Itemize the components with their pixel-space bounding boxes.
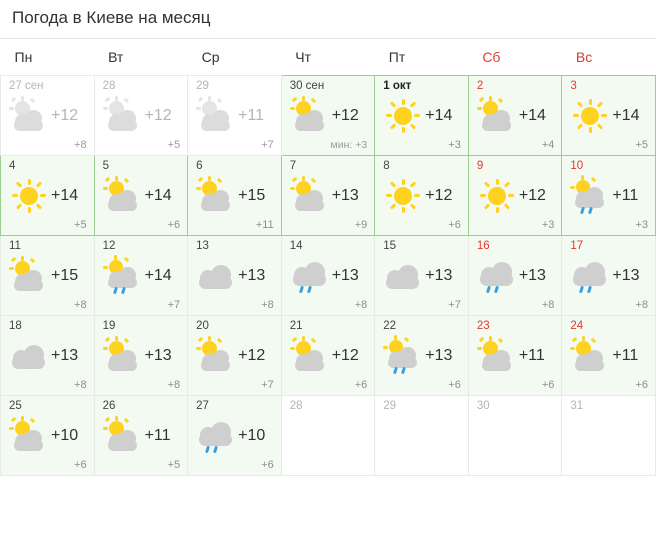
day-high-temp: +14: [518, 107, 546, 124]
calendar-day-cell[interactable]: [188, 76, 282, 156]
weekday-header-mon: Пн: [14, 49, 33, 65]
cloudy-icon: [196, 258, 236, 294]
day-high-temp: +10: [238, 427, 266, 444]
day-high-temp: +11: [612, 187, 639, 204]
day-number: 30: [476, 400, 490, 412]
day-low-temp: +8: [167, 379, 181, 391]
partly-cloudy-rain-icon: [383, 338, 423, 374]
calendar-day-cell[interactable]: [1, 316, 95, 396]
day-forecast: [196, 175, 275, 217]
calendar-day-cell[interactable]: [375, 236, 469, 316]
day-high-temp: +15: [238, 187, 266, 204]
partly-cloudy-icon: [196, 178, 236, 214]
calendar-day-cell[interactable]: [562, 76, 656, 156]
day-low-temp: +8: [354, 299, 368, 311]
day-high-temp: +13: [425, 267, 453, 284]
day-low-temp: +5: [635, 139, 648, 151]
rain-icon: [290, 258, 330, 294]
day-low-temp: +3: [541, 219, 555, 231]
day-low-temp: +8: [541, 299, 555, 311]
day-number: 16: [476, 240, 490, 252]
month-calendar: [0, 39, 656, 476]
day-low-temp: +6: [167, 219, 181, 231]
day-number: 27 сен: [9, 80, 44, 92]
day-high-temp: +11: [612, 347, 639, 364]
day-high-temp: +13: [331, 187, 359, 204]
day-number: 26: [102, 400, 116, 412]
day-forecast: [9, 95, 88, 137]
day-low-temp: +6: [74, 459, 87, 471]
day-forecast: [477, 175, 556, 217]
partly-cloudy-icon: [196, 338, 236, 374]
calendar-day-cell[interactable]: [562, 316, 656, 396]
day-low-temp: +5: [167, 459, 181, 471]
day-low-temp: +7: [167, 299, 181, 311]
calendar-day-cell[interactable]: [188, 396, 282, 476]
day-low-temp: +7: [261, 379, 274, 391]
day-high-temp: +13: [331, 267, 359, 284]
day-forecast: [383, 255, 462, 297]
day-high-temp: +14: [51, 187, 79, 204]
day-forecast: [383, 175, 462, 217]
partly-cloudy-icon: [477, 98, 517, 134]
calendar-day-cell[interactable]: [562, 156, 656, 236]
calendar-day-cell[interactable]: [375, 76, 469, 156]
day-forecast: [103, 175, 182, 217]
day-forecast: [290, 175, 369, 217]
day-number: 2: [476, 80, 484, 92]
day-high-temp: +12: [331, 107, 359, 124]
cloudy-icon: [9, 338, 49, 374]
partly-cloudy-icon: [103, 98, 143, 134]
calendar-day-cell[interactable]: [94, 396, 188, 476]
calendar-day-cell[interactable]: [94, 316, 188, 396]
calendar-day-cell[interactable]: [468, 236, 562, 316]
partly-cloudy-icon: [9, 418, 49, 454]
day-number: 23: [476, 320, 490, 332]
calendar-day-cell[interactable]: [375, 396, 469, 476]
day-high-temp: +11: [144, 427, 171, 444]
weekday-header-sun: Вс: [575, 49, 593, 65]
day-forecast: [570, 335, 649, 377]
day-low-temp: +8: [635, 299, 648, 311]
partly-cloudy-icon: [103, 338, 143, 374]
day-forecast: [103, 95, 182, 137]
day-low-temp: +9: [354, 219, 368, 231]
day-low-temp: +8: [261, 299, 274, 311]
day-high-temp: +14: [425, 107, 453, 124]
calendar-week-row: [1, 396, 656, 476]
calendar-day-cell[interactable]: [281, 156, 375, 236]
calendar-day-cell[interactable]: [1, 156, 95, 236]
partly-cloudy-icon: [290, 338, 330, 374]
day-forecast: [9, 175, 88, 217]
day-number: 15: [383, 240, 397, 252]
weekday-header-tue: Вт: [108, 49, 124, 65]
day-number: 19: [102, 320, 116, 332]
day-number: 18: [9, 320, 22, 332]
day-high-temp: +12: [51, 107, 79, 124]
day-forecast: [477, 95, 556, 137]
sunny-icon: [9, 178, 49, 214]
day-low-temp: +4: [541, 139, 555, 151]
rain-icon: [477, 258, 517, 294]
calendar-day-cell[interactable]: [562, 236, 656, 316]
calendar-week-row: [1, 316, 656, 396]
day-forecast: [383, 335, 462, 377]
day-number: 21: [289, 320, 303, 332]
rain-icon: [196, 418, 236, 454]
day-high-temp: +12: [331, 347, 359, 364]
day-low-temp: +8: [74, 139, 87, 151]
day-high-temp: +10: [51, 427, 79, 444]
day-number: 7: [289, 160, 297, 172]
day-number: 20: [196, 320, 209, 332]
day-forecast: [9, 415, 88, 457]
partly-cloudy-icon: [103, 418, 143, 454]
calendar-day-cell[interactable]: [94, 236, 188, 316]
partly-cloudy-icon: [9, 98, 49, 134]
calendar-week-row: [1, 236, 656, 316]
day-low-temp: мин: +3: [330, 139, 368, 151]
partly-cloudy-icon: [477, 338, 517, 374]
day-number: 22: [383, 320, 397, 332]
day-high-temp: +13: [51, 347, 79, 364]
day-forecast: [9, 335, 88, 377]
calendar-day-cell[interactable]: [281, 76, 375, 156]
day-low-temp: +6: [448, 379, 461, 391]
page-title: Погода в Киеве на месяц: [12, 8, 211, 27]
rain-icon: [570, 258, 610, 294]
weekday-header-row: [1, 39, 656, 76]
day-number: 29: [196, 80, 209, 92]
day-forecast: [477, 335, 556, 377]
day-forecast: [196, 335, 275, 377]
sunny-icon: [477, 178, 517, 214]
day-forecast: [9, 255, 88, 297]
calendar-day-cell[interactable]: [1, 76, 95, 156]
day-number: 28: [102, 80, 116, 92]
calendar-body: [1, 76, 656, 476]
calendar-day-cell[interactable]: [188, 156, 282, 236]
day-number: 5: [102, 160, 109, 172]
partly-cloudy-rain-icon: [103, 258, 143, 294]
calendar-day-cell[interactable]: [94, 156, 188, 236]
day-number: 28: [289, 400, 303, 412]
day-high-temp: +13: [518, 267, 546, 284]
day-number: 17: [570, 240, 584, 252]
calendar-day-cell[interactable]: [1, 396, 95, 476]
calendar-day-cell[interactable]: [281, 236, 375, 316]
day-low-temp: +8: [74, 299, 87, 311]
day-low-temp: +3: [448, 139, 461, 151]
calendar-day-cell[interactable]: [468, 316, 562, 396]
sunny-icon: [383, 178, 423, 214]
day-high-temp: +12: [425, 187, 453, 204]
day-high-temp: +11: [518, 347, 545, 364]
calendar-week-row: [1, 76, 656, 156]
weekday-header-fri: Пт: [388, 49, 406, 65]
day-number: 3: [570, 80, 577, 92]
partly-cloudy-icon: [290, 178, 330, 214]
day-forecast: [570, 255, 649, 297]
day-forecast: [196, 415, 275, 457]
calendar-day-cell[interactable]: [281, 316, 375, 396]
day-number: 24: [570, 320, 584, 332]
calendar-week-row: [1, 156, 656, 236]
day-number: 8: [383, 160, 390, 172]
calendar-day-cell[interactable]: [188, 316, 282, 396]
day-forecast: [290, 95, 369, 137]
day-forecast: [570, 95, 649, 137]
partly-cloudy-icon: [103, 178, 143, 214]
calendar-day-cell[interactable]: [468, 156, 562, 236]
day-number: 10: [570, 160, 584, 172]
day-forecast: [196, 95, 275, 137]
calendar-day-cell[interactable]: [375, 156, 469, 236]
day-forecast: [290, 255, 369, 297]
partly-cloudy-icon: [570, 338, 610, 374]
cloudy-icon: [383, 258, 423, 294]
day-low-temp: +7: [448, 299, 461, 311]
day-high-temp: +14: [144, 267, 172, 284]
calendar-day-cell[interactable]: [281, 396, 375, 476]
day-high-temp: +13: [612, 267, 640, 284]
day-low-temp: +6: [635, 379, 648, 391]
calendar-day-cell[interactable]: [188, 236, 282, 316]
day-high-temp: +14: [144, 187, 172, 204]
day-high-temp: +12: [238, 347, 266, 364]
day-high-temp: +13: [238, 267, 266, 284]
weekday-header-sat: Сб: [482, 49, 501, 65]
day-number: 9: [476, 160, 484, 172]
day-low-temp: +5: [167, 139, 181, 151]
calendar-day-cell[interactable]: [562, 396, 656, 476]
day-forecast: [570, 175, 649, 217]
day-number: 13: [196, 240, 209, 252]
day-forecast: [196, 255, 275, 297]
partly-cloudy-rain-icon: [570, 178, 610, 214]
day-high-temp: +12: [144, 107, 172, 124]
day-high-temp: +13: [425, 347, 453, 364]
day-number: 27: [196, 400, 209, 412]
partly-cloudy-icon: [290, 98, 330, 134]
day-forecast: [103, 335, 182, 377]
partly-cloudy-icon: [9, 258, 49, 294]
partly-cloudy-icon: [196, 98, 236, 134]
sunny-icon: [383, 98, 423, 134]
calendar-day-cell[interactable]: [468, 76, 562, 156]
day-high-temp: +14: [612, 107, 640, 124]
day-number: 31: [570, 400, 584, 412]
day-number: 11: [9, 240, 21, 252]
day-forecast: [290, 335, 369, 377]
day-number: 6: [196, 160, 203, 172]
weekday-header-wed: Ср: [201, 49, 220, 65]
day-low-temp: +7: [261, 139, 274, 151]
day-low-temp: +5: [74, 219, 87, 231]
day-low-temp: +6: [448, 219, 461, 231]
day-high-temp: +11: [238, 107, 265, 124]
day-number: 29: [383, 400, 397, 412]
day-high-temp: +15: [51, 267, 79, 284]
day-low-temp: +6: [541, 379, 555, 391]
day-number: 4: [9, 160, 16, 172]
day-low-temp: +3: [635, 219, 648, 231]
weekday-header-thu: Чт: [295, 49, 311, 65]
calendar-day-cell[interactable]: [1, 236, 95, 316]
day-number: 30 сен: [289, 80, 325, 92]
day-low-temp: +6: [354, 379, 368, 391]
day-number: 14: [289, 240, 303, 252]
day-number: 12: [102, 240, 116, 252]
day-forecast: [477, 255, 556, 297]
day-high-temp: +13: [144, 347, 172, 364]
day-low-temp: +8: [74, 379, 87, 391]
calendar-day-cell[interactable]: [375, 316, 469, 396]
calendar-day-cell[interactable]: [468, 396, 562, 476]
day-number: 1 окт: [383, 80, 412, 92]
day-high-temp: +12: [518, 187, 546, 204]
day-low-temp: +11: [255, 219, 274, 231]
day-forecast: [383, 95, 462, 137]
day-number: 25: [9, 400, 22, 412]
day-forecast: [103, 415, 182, 457]
day-low-temp: +6: [261, 459, 274, 471]
day-forecast: [103, 255, 182, 297]
sunny-icon: [570, 98, 610, 134]
calendar-day-cell[interactable]: [94, 76, 188, 156]
